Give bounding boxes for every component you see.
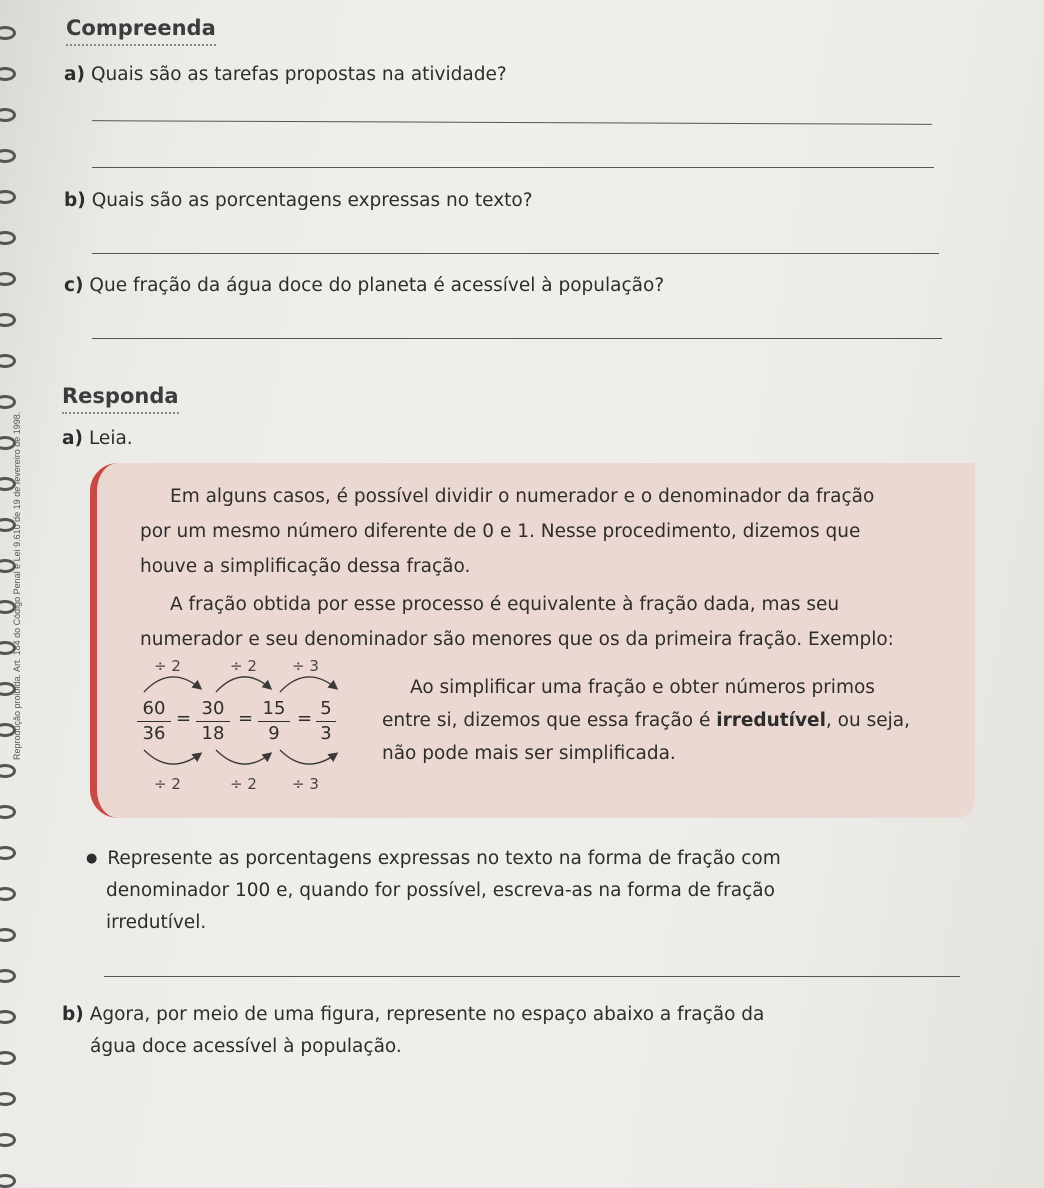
bottom-divide-op-1: ÷ 2	[154, 775, 181, 793]
bullet-instruction-line1	[86, 848, 781, 869]
responda-heading: Responda	[62, 384, 179, 414]
question-c	[64, 275, 664, 296]
box-paragraph1-line2: por um mesmo número diferente de 0 e 1. Nesse procedimento, dizemos que	[140, 521, 861, 542]
spiral-ring	[0, 805, 16, 819]
copyright-side-note: Reprodução proibida. Art. 184 do Código Penal e Lei 9.610 de 19 de fevereiro de 1998.	[12, 411, 22, 760]
bottom-divide-op-2: ÷ 2	[230, 775, 257, 793]
spiral-ring	[0, 846, 16, 860]
fraction-15-9	[258, 698, 290, 745]
top-arrow-1	[144, 677, 200, 692]
bottom-arrow-1	[144, 750, 200, 764]
fraction-numerator: 30	[201, 698, 225, 719]
box-paragraph2-line1: A fração obtida por esse processo é equivalente à fração dada, mas seu	[170, 594, 840, 615]
bottom-arrow-3	[280, 750, 336, 764]
top-divide-op-2: ÷ 2	[230, 657, 257, 675]
question-a-letter: a)	[64, 64, 85, 85]
spiral-ring	[0, 108, 16, 122]
irreducible-term: irredutível	[716, 710, 826, 731]
spiral-ring	[0, 190, 16, 204]
spiral-ring	[0, 1092, 16, 1106]
bullet-icon: ●	[86, 851, 98, 866]
spiral-ring	[0, 887, 16, 901]
compreenda-heading: Compreenda	[66, 16, 216, 46]
drawing-space[interactable]	[90, 1080, 970, 1175]
responda-a-text: Leia.	[88, 428, 133, 449]
spiral-ring	[0, 764, 16, 778]
spiral-ring	[0, 272, 16, 286]
spiral-ring	[0, 149, 16, 163]
spiral-ring	[0, 313, 16, 327]
spiral-ring	[0, 1010, 16, 1024]
responda-b-text-line1: Agora, por meio de uma figura, represente no espaço abaixo a fração da	[89, 1004, 765, 1025]
answer-line-c[interactable]	[92, 338, 942, 339]
irreducible-line2-start: entre si, dizemos que essa fração é	[382, 710, 717, 731]
responda-b-letter: b)	[62, 1004, 84, 1025]
question-b-letter: b)	[64, 190, 86, 211]
spiral-ring	[0, 1174, 16, 1188]
answer-line-bullet[interactable]	[104, 976, 960, 977]
fraction-denominator: 9	[268, 723, 280, 744]
top-divide-op-3: ÷ 3	[292, 657, 319, 675]
responda-question-b	[62, 1004, 764, 1025]
fraction-30-18	[196, 698, 230, 745]
spiral-ring	[0, 969, 16, 983]
irreducible-line3: não pode mais ser simplificada.	[382, 743, 676, 764]
bottom-arrow-2	[216, 750, 270, 764]
question-c-letter: c)	[64, 275, 84, 296]
fraction-denominator: 3	[320, 723, 332, 744]
bullet-instruction-line2: denominador 100 e, quando for possível, escreva-as na forma de fração	[106, 880, 775, 901]
top-divide-op-1: ÷ 2	[154, 657, 181, 675]
top-arrow-3	[280, 677, 336, 692]
question-b-text: Quais são as porcentagens expressas no texto?	[91, 190, 533, 211]
spiral-ring	[0, 395, 16, 409]
spiral-ring	[0, 1051, 16, 1065]
question-a-text: Quais são as tarefas propostas na atividade?	[90, 64, 507, 85]
responda-a-letter: a)	[62, 428, 83, 449]
equals-sign-3: =	[297, 708, 313, 729]
answer-line-a1[interactable]	[92, 120, 932, 125]
fraction-60-36	[137, 698, 171, 745]
fraction-denominator: 36	[142, 723, 166, 744]
fraction-denominator: 18	[201, 723, 225, 744]
question-c-text: Que fração da água doce do planeta é acessível à população?	[89, 275, 665, 296]
equals-sign-1: =	[176, 708, 192, 729]
bottom-divide-op-3: ÷ 3	[292, 775, 319, 793]
responda-b-text-line2: água doce acessível à população.	[90, 1036, 402, 1057]
bullet-line1-text: Represente as porcentagens expressas no texto na forma de fração com	[107, 848, 781, 869]
spiral-ring	[0, 354, 16, 368]
box-paragraph1-line3: houve a simplificação dessa fração.	[140, 556, 471, 577]
irreducible-line2	[382, 710, 910, 731]
fraction-numerator: 60	[142, 698, 166, 719]
top-arrow-2	[216, 677, 270, 692]
spiral-ring	[0, 231, 16, 245]
answer-line-b[interactable]	[92, 253, 939, 254]
spiral-ring	[0, 1133, 16, 1147]
equals-sign-2: =	[238, 708, 254, 729]
fraction-numerator: 15	[262, 698, 286, 719]
fraction-numerator: 5	[320, 698, 332, 719]
bullet-instruction-line3: irredutível.	[106, 912, 207, 933]
responda-question-a	[62, 428, 133, 449]
fraction-5-3	[316, 698, 336, 745]
spiral-ring	[0, 928, 16, 942]
spiral-ring	[0, 67, 16, 81]
answer-line-a2[interactable]	[92, 167, 934, 168]
box-paragraph2-line2: numerador e seu denominador são menores que os da primeira fração. Exemplo:	[140, 629, 894, 650]
irreducible-line1: Ao simplificar uma fração e obter números primos	[410, 677, 875, 698]
irreducible-line2-end: , ou seja,	[825, 710, 910, 731]
spiral-ring	[0, 26, 16, 40]
question-a	[64, 64, 507, 85]
question-b	[64, 190, 533, 211]
box-paragraph1-line1: Em alguns casos, é possível dividir o numerador e o denominador da fração	[170, 486, 875, 507]
